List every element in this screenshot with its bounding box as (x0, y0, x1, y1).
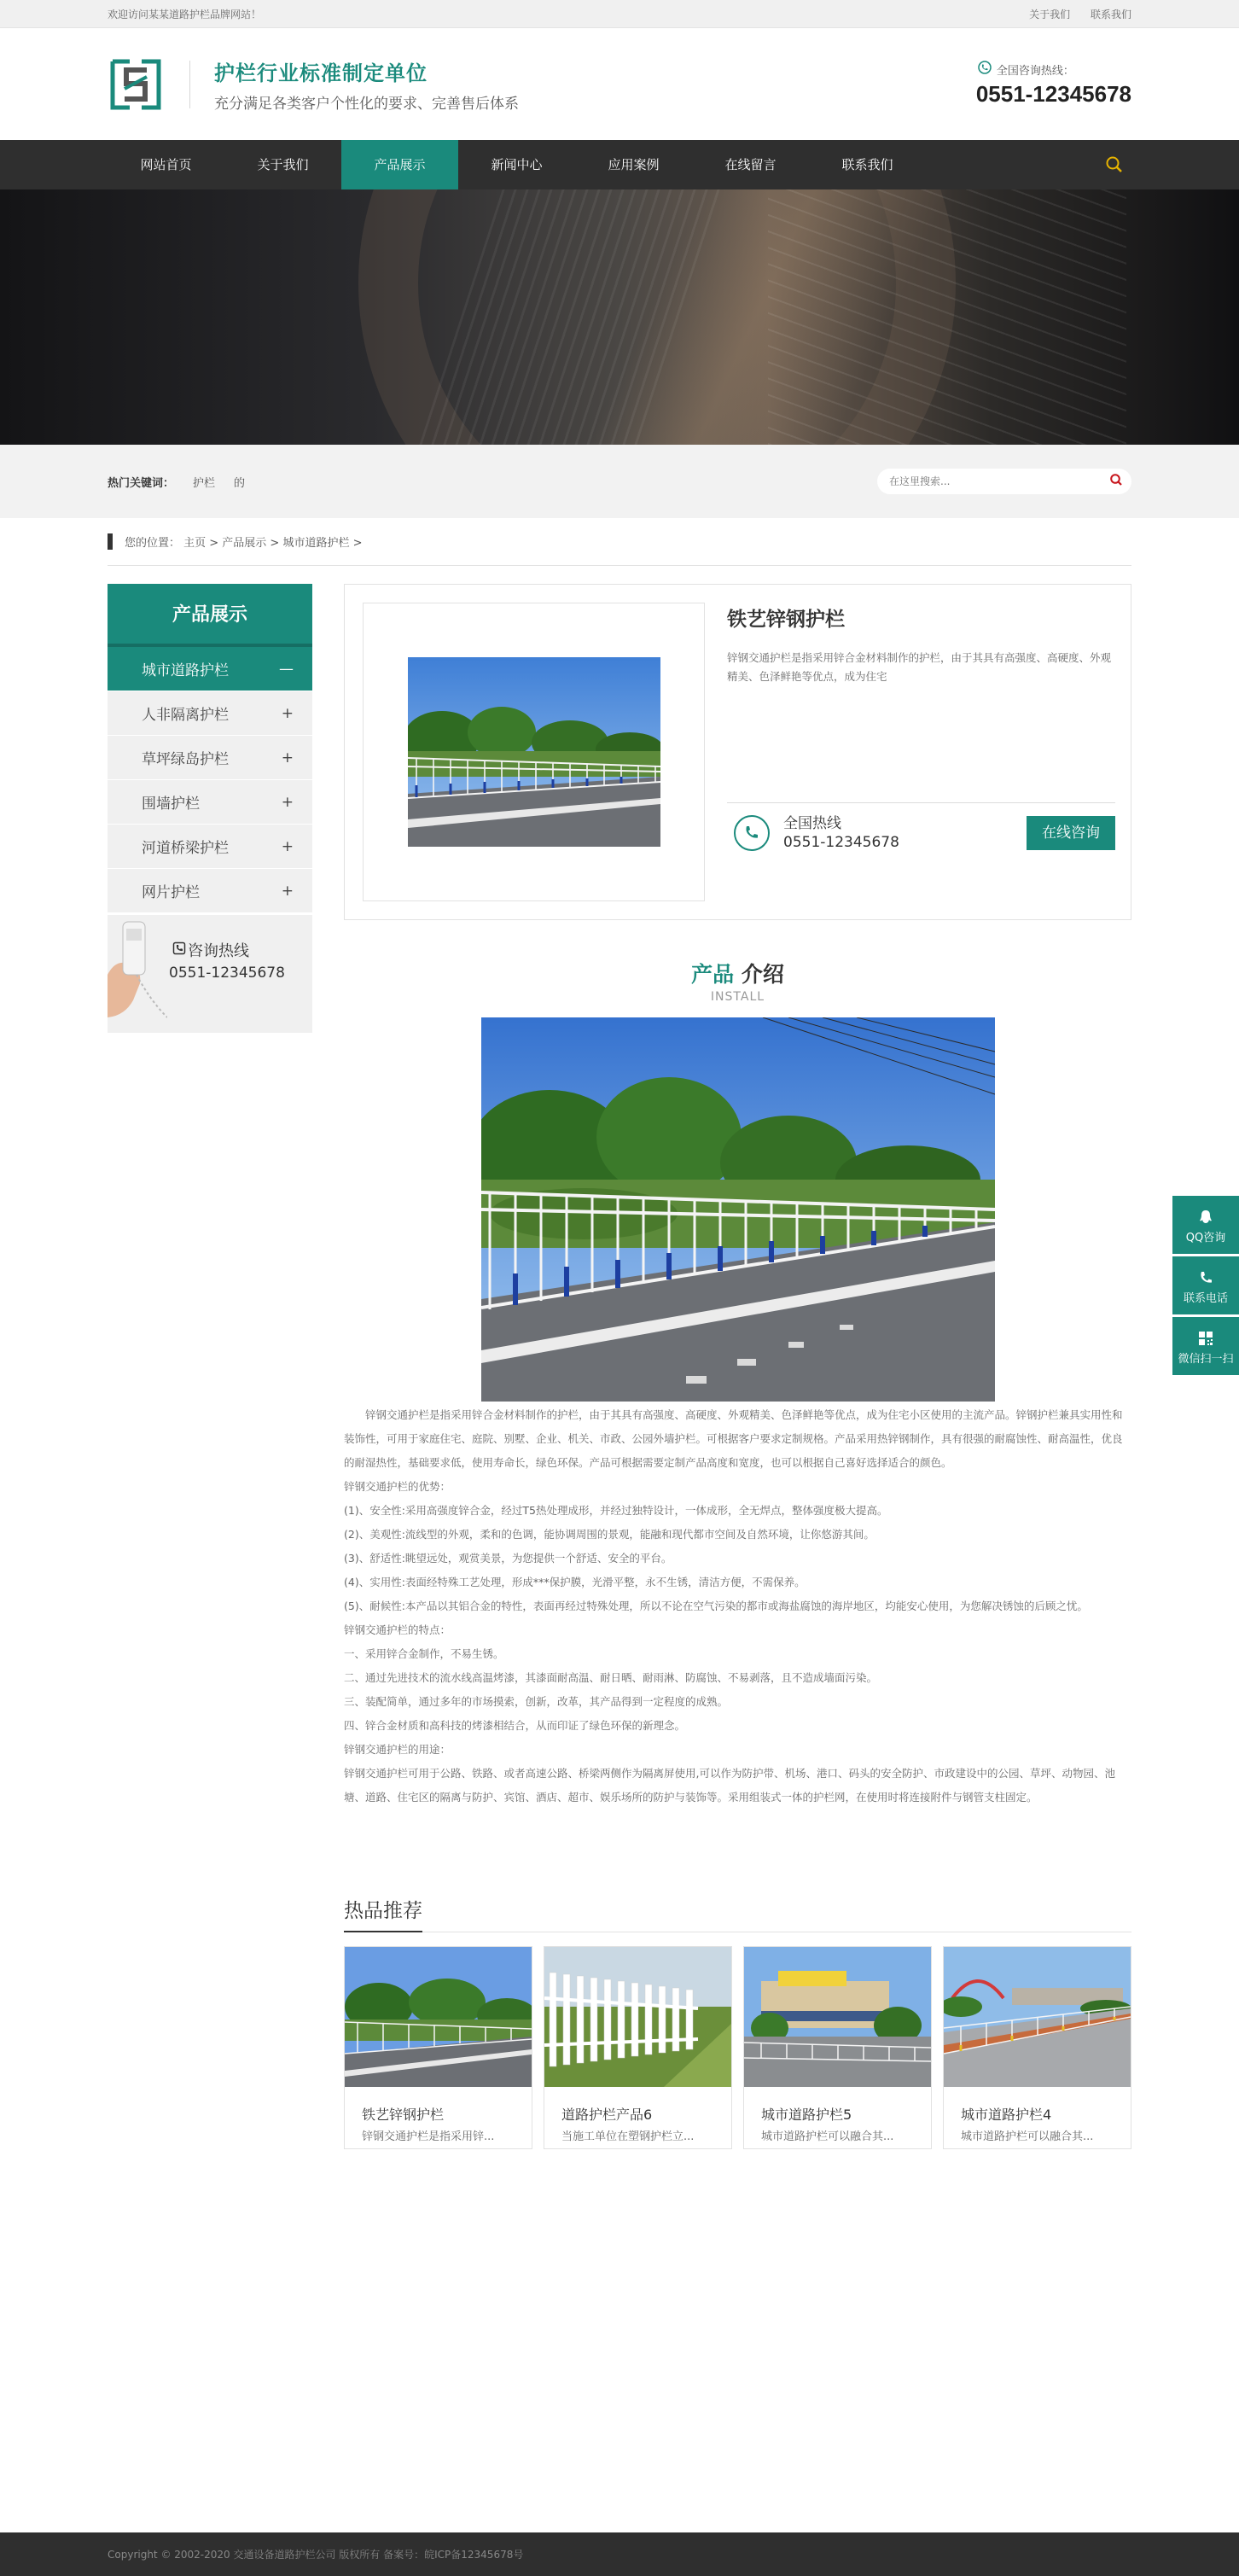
nav-search-icon[interactable] (1097, 140, 1131, 189)
nav-item-products[interactable]: 产品展示 (341, 140, 458, 189)
logo-divider (189, 61, 190, 108)
qq-icon (1172, 1206, 1239, 1228)
intro-title-green: 产品 (691, 962, 735, 987)
recommend-desc: 城市道路护栏可以融合其... (761, 2130, 894, 2143)
main-nav (0, 140, 1239, 189)
recommend-name[interactable]: 铁艺锌钢护栏 (362, 2107, 445, 2123)
expand-icon[interactable]: + (281, 837, 294, 855)
breadcrumb-text[interactable]: 您的位置： 主页 > 产品展示 > 城市道路护栏 > (125, 537, 363, 550)
nav-item-contact[interactable]: 联系我们 (841, 157, 893, 172)
float-phone[interactable]: 联系电话 (1172, 1256, 1239, 1314)
expand-icon[interactable]: + (281, 704, 294, 722)
sidebar-item-lawn[interactable]: 草坪绿岛护栏 + (108, 736, 312, 780)
sidebar-item-city-road[interactable]: 城市道路护栏 — (108, 647, 312, 691)
banner-image (0, 189, 1239, 445)
site-logo[interactable] (109, 58, 162, 111)
header (0, 28, 1239, 140)
recommend-image[interactable] (544, 1947, 731, 2087)
recommend-name[interactable]: 道路护栏产品6 (561, 2107, 653, 2123)
product-hotline-number: 0551-12345678 (783, 833, 899, 851)
expand-icon[interactable]: + (281, 793, 294, 811)
recommend-image[interactable] (944, 1947, 1131, 2087)
floating-contact-bar (1172, 1196, 1239, 1378)
sidebar (108, 584, 312, 2149)
product-content (344, 584, 1131, 2149)
phone-icon (1172, 1267, 1239, 1289)
nav-item-about[interactable]: 关于我们 (257, 157, 309, 172)
hot-keyword[interactable]: 护栏 (193, 476, 216, 490)
sidebar-item-wall[interactable]: 围墙护栏 + (108, 780, 312, 825)
qrcode-icon (1172, 1327, 1239, 1349)
intro-heading (344, 958, 1131, 1004)
intro-subtitle: INSTALL (710, 990, 765, 1004)
product-image[interactable] (408, 657, 660, 847)
recommend-desc: 锌钢交通护栏是指采用锌... (362, 2130, 495, 2143)
footer (0, 2532, 1239, 2576)
search-box (877, 469, 1131, 494)
intro-image (481, 1017, 995, 1402)
hand-phone-image (108, 915, 167, 1033)
hot-keywords-label: 热门关键词： (108, 476, 175, 490)
product-description: 锌钢交通护栏是指采用锌合金材料制作的护栏，由于其具有高强度、高硬度、外观精美、色泽鲜艳等优点，成为住宅 (727, 651, 1112, 683)
sidebar-item-mesh[interactable]: 网片护栏 + (108, 869, 312, 913)
expand-icon[interactable]: + (281, 749, 294, 766)
product-title: 铁艺锌钢护栏 (727, 609, 845, 631)
recommend-card[interactable] (344, 1946, 532, 2149)
sidebar-item-bridge[interactable]: 河道桥梁护栏 + (108, 825, 312, 869)
intro-title-dark: 介绍 (741, 962, 784, 987)
product-hotline (727, 802, 1115, 862)
sidebar-item-pedestrian[interactable]: 人非隔离护栏 + (108, 691, 312, 736)
recommend-title: 热品推荐 (344, 1895, 422, 1932)
search-icon[interactable] (1109, 473, 1123, 490)
brand-title: 护栏行业标准制定单位 (214, 61, 428, 85)
main-content (0, 584, 1239, 2149)
hotline-label: 全国咨询热线： (996, 64, 1074, 78)
product-image-frame (363, 603, 705, 901)
brand-subtitle: 充分满足各类客户个性化的要求、完善售后体系 (214, 95, 519, 113)
phone-icon (734, 815, 770, 851)
recommend-name[interactable]: 城市道路护栏5 (761, 2107, 852, 2123)
header-hotline (976, 61, 1131, 108)
recommend-card[interactable] (544, 1946, 732, 2149)
sidebar-contact-label: 咨询热线 (188, 942, 249, 960)
recommend-card[interactable] (743, 1946, 932, 2149)
product-summary (344, 584, 1131, 920)
nav-item-home[interactable]: 网站首页 (140, 157, 192, 172)
recommend-desc: 城市道路护栏可以融合其... (961, 2130, 1094, 2143)
welcome-text: 欢迎访问某某道路护栏品牌网站！ (108, 9, 262, 20)
recommend-name[interactable]: 城市道路护栏4 (961, 2107, 1052, 2123)
top-link-contact[interactable]: 联系我们 (1090, 9, 1131, 20)
product-info (727, 603, 1115, 686)
recommend-card[interactable] (943, 1946, 1131, 2149)
collapse-icon[interactable]: — (279, 660, 294, 678)
footer-copyright: Copyright © 2002-2020 交通设备道路护栏公司 版权所有 备案号：皖ICP备12345678号 (108, 2549, 524, 2561)
float-wechat[interactable]: 微信扫一扫 (1172, 1317, 1239, 1375)
top-link-about[interactable]: 关于我们 (1029, 9, 1071, 20)
breadcrumb (0, 518, 1239, 566)
expand-icon[interactable]: + (281, 882, 294, 900)
sidebar-title: 产品展示 (108, 584, 312, 647)
phone-icon (172, 941, 186, 959)
recommend-image[interactable] (744, 1947, 931, 2087)
phone-icon (978, 61, 992, 78)
sidebar-contact (108, 915, 312, 1033)
product-article: 锌钢交通护栏是指采用锌合金材料制作的护栏，由于其具有高强度、高硬度、外观精美、色泽鲜艳等优点，成为住宅小区使用的主流产品。锌钢护栏兼具实用性和装饰性，可用于家庭住宅、庭院、别墅、企业、机关、市政、公园外墙护栏。可根据客户要求定制规格。产品采用热锌钢制作，具有很强的耐腐蚀性、耐高温性，优良的耐湿热性，基础要求低，使用寿命长，绿色环保。产品可根据需要定制产品高度和宽度，也可以根据自己喜好选择适合的颜色。 锌钢交通护栏的优势： (1)、安全性:采用高强度锌合金，经过T5热处理成形，并经过独特设计，一体成形，全无焊点，整体强度极大提高。 (2)、美观性:流线型的外观，柔和的色调，能协调周围的景观，能融和现代都市空间及自然环境，让你悠游其间。 (3)、舒适性:眺望远处，观赏美景，为您提供一个舒适、安全的平台。 (4)、实用性:表面经特殊工艺处理，形成***保护膜，光滑平整，永不生锈，清洁方便，不需保养。 (5)、耐候性:本产品以其铝合金的特性，表面再经过特殊处理，所以不论在空气污染的都市或海盐腐蚀的海岸地区，均能安心使用，为您解决锈蚀的后顾之忧。 锌钢交通护栏的特点： 一、采用锌合金制作，不易生锈。 二、通过先进技术的流水线高温烤漆，其漆面耐高温、耐日晒、耐雨淋、防腐蚀、不易剥落，且不造成墙面污染。 三、装配简单，通过多年的市场摸索，创新，改革，其产品得到一定程度的成熟。 四、锌合金材质和高科技的烤漆相结合，从而印证了绿色环保的新理念。 锌钢交通护栏的用途： 锌钢交通护栏可用于公路、铁路、或者高速公路、桥梁两侧作为隔离屏使用,可以作为防护带、机场、港口、码头的安全防护、市政建设中的公园、草坪、动物园、池塘、道路、住宅区的隔离与防护、宾馆、酒店、超市、娱乐场所的防护与装饰等。采用组装式一体的护栏网，在使用时将连接附件与钢管支柱固定。 (344, 1408, 1123, 1804)
hotline-number: 0551-12345678 (975, 81, 1131, 107)
search-input[interactable] (889, 475, 1109, 487)
nav-item-news[interactable]: 新闻中心 (491, 157, 543, 172)
nav-item-cases[interactable]: 应用案例 (608, 157, 660, 172)
hot-keywords-bar (0, 445, 1239, 518)
online-consult-button[interactable]: 在线咨询 (1027, 816, 1115, 850)
top-links (1029, 7, 1131, 21)
hot-keyword[interactable]: 的 (234, 476, 246, 490)
float-qq[interactable]: QQ咨询 (1172, 1196, 1239, 1254)
recommend-section (344, 1895, 1131, 2149)
sidebar-contact-number: 0551-12345678 (169, 965, 285, 982)
recommend-desc: 当施工单位在塑钢护栏立... (561, 2130, 695, 2143)
product-hotline-label: 全国热线 (783, 814, 841, 832)
top-bar (0, 0, 1239, 28)
nav-item-message[interactable]: 在线留言 (724, 157, 777, 172)
recommend-image[interactable] (345, 1947, 532, 2087)
brand-block (214, 56, 519, 113)
